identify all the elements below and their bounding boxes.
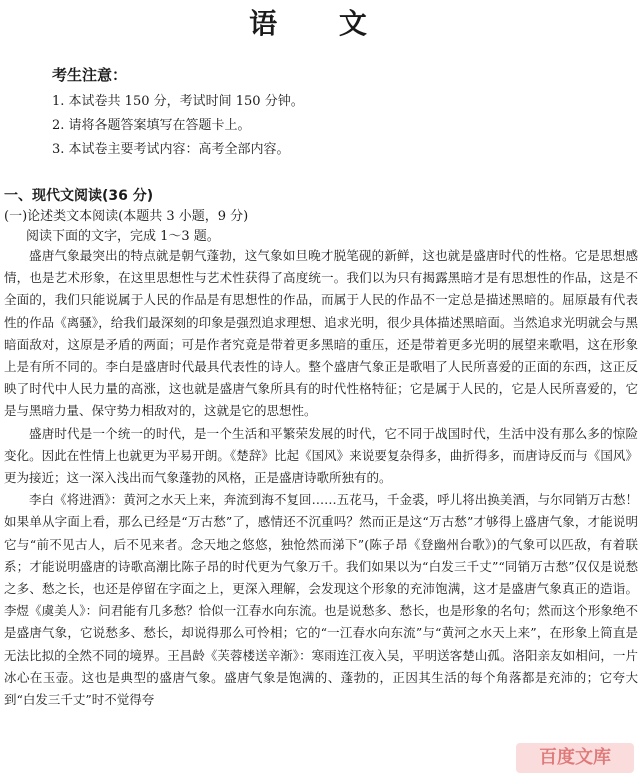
notice-item: 3. 本试卷主要考试内容：高考全部内容。 — [52, 142, 290, 157]
page-title: 语 文 — [249, 7, 393, 40]
notice-item: 2. 请将各题答案填写在答题卡上。 — [52, 118, 251, 133]
notice-item: 1. 本试卷共 150 分，考试时间 150 分钟。 — [52, 94, 304, 109]
passage-paragraph: 盛唐气象最突出的特点就是朝气蓬勃，这气象如旦晚才脱笔砚的新鲜，这也就是盛唐时代的性格。它是思想感情，也是艺术形象，在这里思想性与艺术性获得了高度统一。我们以为只有揭露黑暗才是有思想性的作品，这是不全面的，我们只能说属于人民的作品是有思想性的作品，而属于人民的作品不一定总是描述黑暗的。屈原最有代表性的作品《离骚》，给我们最深刻的印象是强烈追求理想、追求光明，很少具体描述黑暗面。当然追求光明就会与黑暗面敌对，这原是矛盾的两面；可是作者究竟是带着更多黑暗的重压，还是带着更多光明的展望来歌唱，这在形象上是有所不同的。李白是盛唐时代最具代表性的诗人。整个盛唐气象正是歌唱了人民所喜爱的正面的东西，这正反映了时代中人民力量的高涨，这也就是盛唐气象所具有的时代性格特征；它是属于人民的，它是人民所喜爱的，它是与黑暗力量、保守势力相敌对的，这就是它的思想性。 — [4, 248, 638, 419]
passage-paragraph: 盛唐时代是一个统一的时代，是一个生活和平繁荣发展的时代，它不同于战国时代，生活中没有那么多的惊险变化。因此在性情上也就更为平易开朗。《楚辞》比起《国风》来说要复杂得多，曲折得多，而唐诗反而与《国风》更为接近；这一深入浅出而气象蓬勃的风格，正是盛唐诗歌所独有的。 — [4, 425, 638, 486]
reading-instruction: 阅读下面的文字，完成 1～3 题。 — [26, 229, 220, 244]
notice-list — [52, 90, 612, 162]
passage-paragraph: 李白《将进酒》：黄河之水天上来，奔流到海不复回……五花马，千金裘，呼儿将出换美酒，与尔同销万古愁！如果单从字面上看，那么已经是“万古愁”了，感情还不沉重吗？然而正是这“万古愁”才够得上盛唐气象，才能说明它与“前不见古人，后不见来者。念天地之悠悠，独怆然而涕下”(陈子昂《登幽州台歌》)的气象可以匹敌，有着联系；才能说明盛唐的诗歌高潮比陈子昂的时代更为气象万千。我们如果以为“白发三千丈”“同销万古愁”仅仅是说愁之多、愁之长，也还是停留在字面之上，更深入理解，会发现这个形象的充沛饱满，这才是盛唐气象真正的造诣。李煜《虞美人》：问君能有几多愁？恰似一江春水向东流。也是说愁多、愁长，也是形象的名句；然而这个形象绝不是盛唐气象，它说愁多、愁长，却说得那么可怜相；它的“一江春水向东流”与“黄河之水天上来”，在形象上简直是无法比拟的全然不同的境界。王昌龄《芙蓉楼送辛渐》：寒雨连江夜入吴，平明送客楚山孤。洛阳亲友如相问，一片冰心在玉壶。这也是典型的盛唐气象。盛唐气象是饱满的、蓬勃的，正因其生活的每个角落都是充沛的；它夸大到“白发三千丈”时不觉得夸 — [4, 492, 638, 708]
notice-heading: 考生注意： — [52, 66, 128, 84]
section-title: 一、现代文阅读(36 分) — [4, 188, 154, 204]
reading-passage — [4, 245, 638, 711]
subsection-title: (一)论述类文本阅读(本题共 3 小题，9 分) — [4, 209, 249, 224]
watermark-logo: 百度文库 — [516, 743, 634, 773]
